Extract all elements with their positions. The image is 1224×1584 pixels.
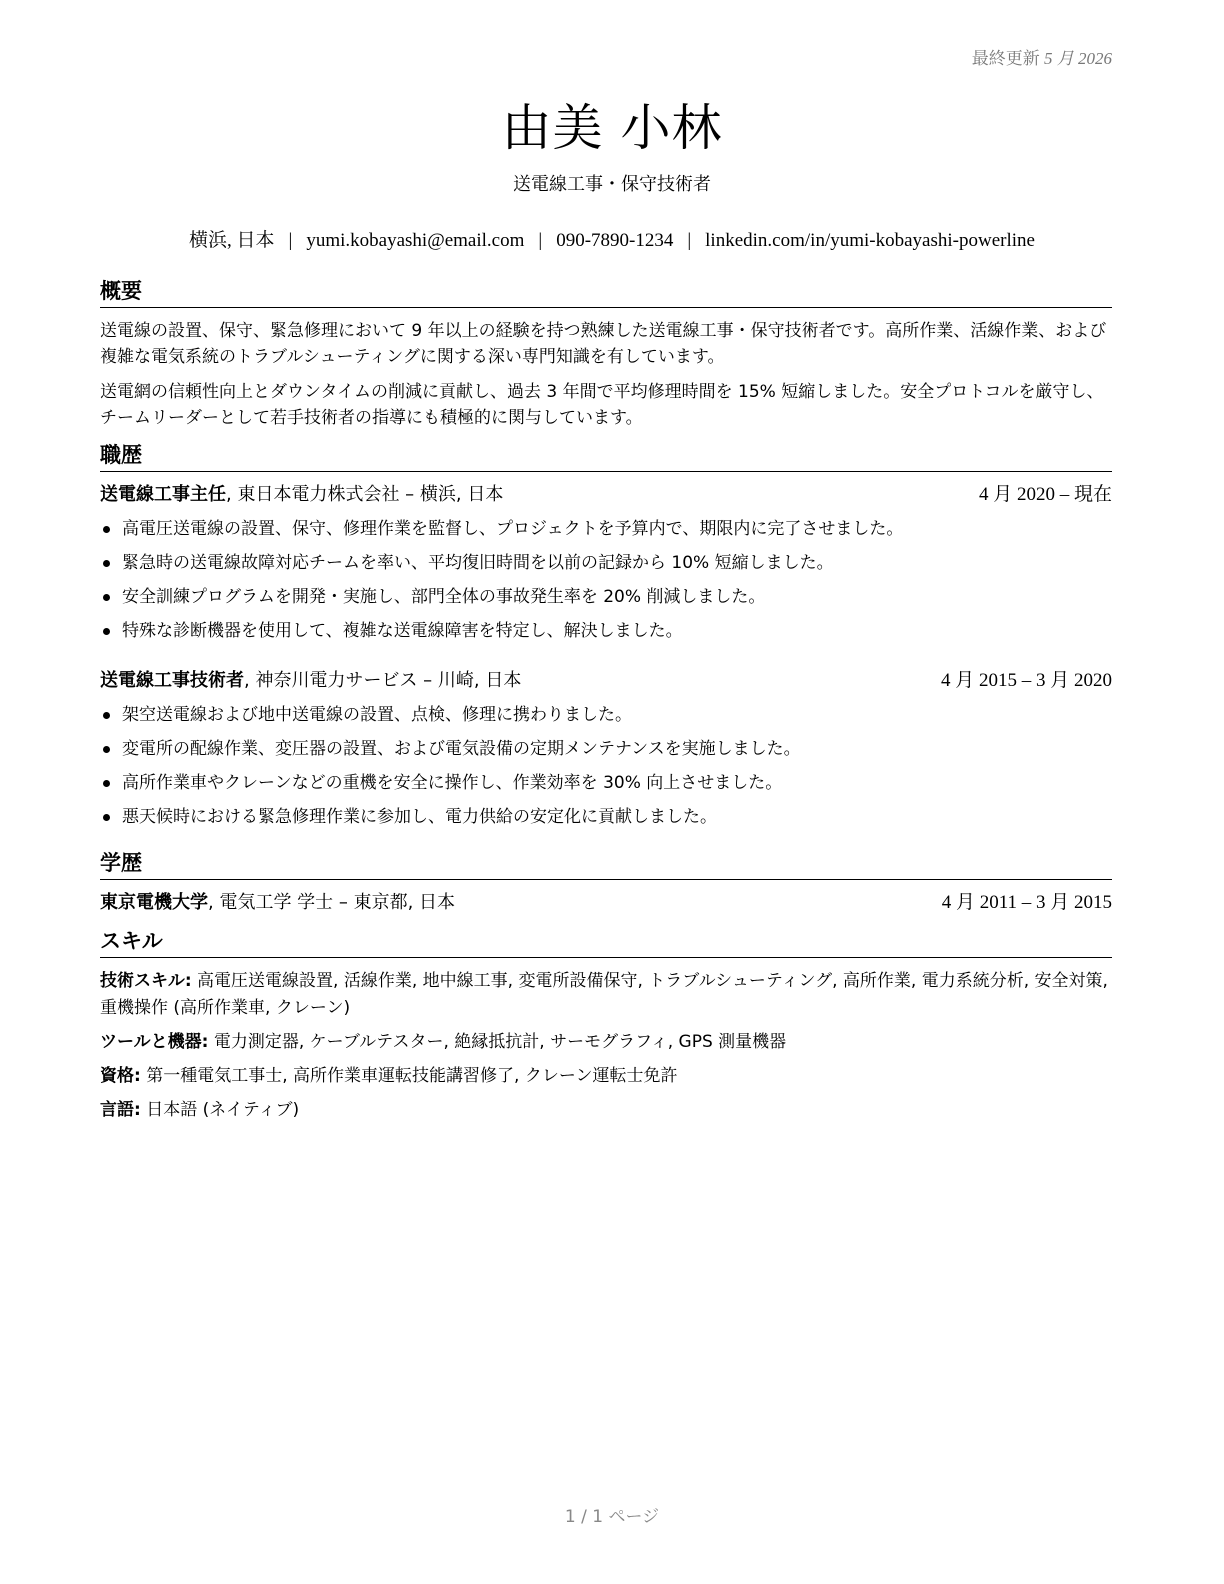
summary-paragraph: 送電網の信頼性向上とダウンタイムの削減に貢献し、過去 3 年間で平均修理時間を 15% 短縮しました。安全プロトコルを厳守し、チームリーダーとして若手技術者の指導にも積極的に関与しています。 — [100, 382, 1104, 428]
skill-label: ツールと機器: — [100, 1032, 209, 1052]
contact-linkedin[interactable]: linkedin.com/in/yumi-kobayashi-powerline — [705, 230, 1035, 251]
job-role: 送電線工事主任 — [100, 484, 226, 505]
contact-separator: | — [538, 230, 543, 251]
skill-line — [100, 1097, 1112, 1124]
last-updated-label: 最終更新 — [971, 49, 1040, 68]
education-date: 4 月 2011 – 3 月 2015 — [941, 892, 1112, 913]
job-entry — [100, 482, 1112, 648]
skill-label: 資格: — [100, 1066, 141, 1086]
skill-text: 電力測定器, ケーブルテスター, 絶縁抵抗計, サーモグラフィ, GPS 測量機器 — [208, 1032, 787, 1052]
skill-line — [100, 1063, 1112, 1090]
contact-location: 横浜, 日本 — [189, 230, 275, 251]
bullet-item: 変電所の配線作業、変圧器の設置、および電気設備の定期メンテナンスを実施しました。 — [100, 732, 1112, 766]
bullet-item: 悪天候時における緊急修理作業に参加し、電力供給の安定化に貢献しました。 — [100, 800, 1112, 834]
skill-line — [100, 968, 1112, 1022]
experience-heading: 職歴 — [100, 440, 1112, 472]
skill-text: 第一種電気工事士, 高所作業車運転技能講習修了, クレーン運転士免許 — [140, 1066, 678, 1086]
education-entry — [100, 890, 1112, 916]
contact-line — [0, 225, 1224, 252]
job-org: , 東日本電力株式会社 – 横浜, 日本 — [226, 484, 504, 505]
bullet-item: 特殊な診断機器を使用して、複雑な送電線障害を特定し、解決しました。 — [100, 614, 1112, 648]
job-role: 送電線工事技術者 — [100, 670, 244, 691]
bullet-item: 高所作業車やクレーンなどの重機を安全に操作し、作業効率を 30% 向上させました。 — [100, 766, 1112, 800]
job-bullets — [100, 512, 1112, 648]
bullet-item: 架空送電線および地中送電線の設置、点検、修理に携わりました。 — [100, 698, 1112, 732]
summary-heading: 概要 — [100, 276, 1112, 308]
job-org: , 神奈川電力サービス – 川崎, 日本 — [244, 670, 522, 691]
skill-text: 高電圧送電線設置, 活線作業, 地中線工事, 変電所設備保守, トラブルシューティング, 高所作業, 電力系統分析, 安全対策, 重機操作 (高所作業車, クレーン) — [100, 971, 1108, 1018]
job-bullets — [100, 698, 1112, 834]
skill-line — [100, 1029, 1112, 1056]
contact-separator: | — [288, 230, 293, 251]
job-entry — [100, 668, 1112, 834]
resume-body — [100, 276, 1112, 1131]
last-updated — [972, 44, 1112, 69]
education-school: 東京電機大学 — [100, 892, 208, 913]
job-date: 4 月 2015 – 3 月 2020 — [940, 670, 1112, 691]
job-header — [100, 668, 1112, 694]
bullet-item: 高電圧送電線の設置、保守、修理作業を監督し、プロジェクトを予算内で、期限内に完了させました。 — [100, 512, 1112, 546]
skill-text: 日本語 (ネイティブ) — [140, 1100, 300, 1120]
last-updated-date: 5 月 2026 — [1044, 49, 1112, 68]
bullet-item: 安全訓練プログラムを開発・実施し、部門全体の事故発生率を 20% 削減しました。 — [100, 580, 1112, 614]
contact-phone[interactable]: 090-7890-1234 — [556, 230, 674, 251]
contact-separator: | — [687, 230, 692, 251]
job-header — [100, 482, 1112, 508]
education-heading: 学歴 — [100, 848, 1112, 880]
bullet-item: 緊急時の送電線故障対応チームを率い、平均復旧時間を以前の記録から 10% 短縮しました。 — [100, 546, 1112, 580]
skill-label: 技術スキル: — [100, 971, 192, 991]
skill-label: 言語: — [100, 1100, 141, 1120]
page-number: 1 / 1 ページ — [564, 1507, 660, 1527]
job-date: 4 月 2020 – 現在 — [978, 484, 1112, 505]
skills-heading: スキル — [100, 926, 1112, 958]
summary-paragraph: 送電線の設置、保守、緊急修理において 9 年以上の経験を持つ熟練した送電線工事・保守技術者です。高所作業、活線作業、および複雑な電気系統のトラブルシューティングに関する深い専門知識を有しています。 — [100, 321, 1107, 367]
candidate-name: 由美 小林 — [501, 99, 723, 157]
contact-email[interactable]: yumi.kobayashi@email.com — [306, 230, 525, 251]
education-detail: , 電気工学 学士 – 東京都, 日本 — [208, 892, 456, 913]
job-title: 送電線工事・保守技術者 — [513, 174, 711, 195]
